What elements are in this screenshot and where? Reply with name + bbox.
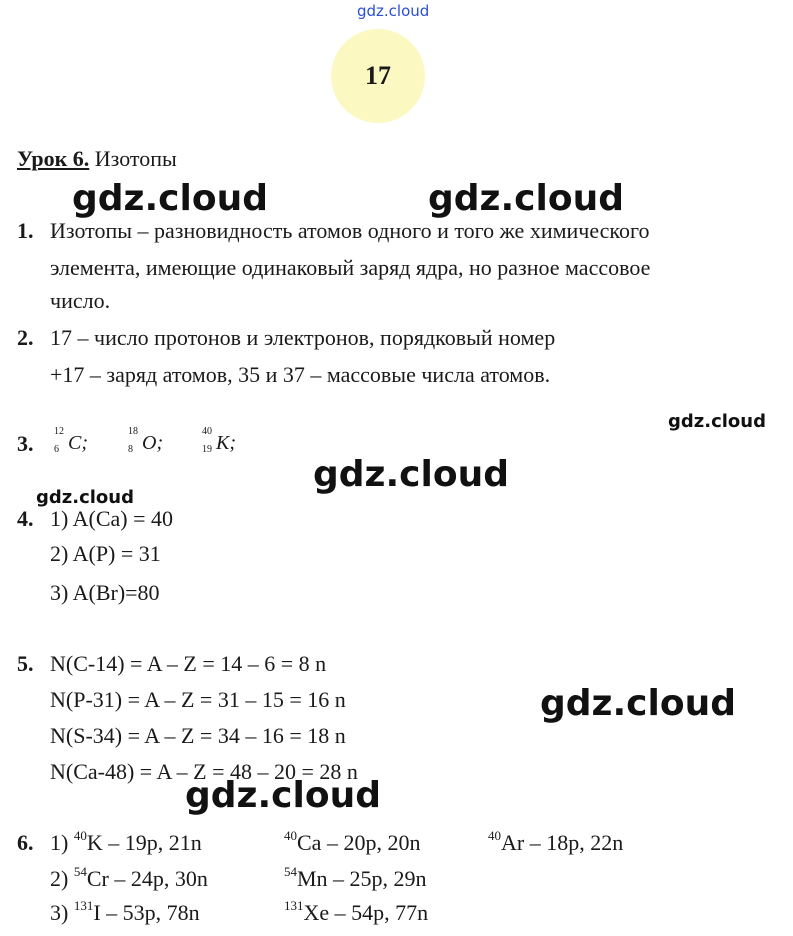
answer-4-line-3: 3) A(Br)=80 xyxy=(50,580,160,605)
watermark: gdz.cloud xyxy=(72,178,268,219)
item-number-4: 4. xyxy=(17,506,34,531)
watermark: gdz.cloud xyxy=(36,487,134,508)
answer-1-line-2: элемента, имеющие одинаковый заряд ядра, но разное массовое xyxy=(50,255,651,280)
watermark: gdz.cloud xyxy=(185,775,381,816)
page-number: 17 xyxy=(365,61,391,90)
item-number-5: 5. xyxy=(17,651,34,676)
item-number-6: 6. xyxy=(17,830,34,855)
answer-6-row-2b: $^{54}$Mn – 25p, 29n xyxy=(284,864,427,891)
answer-5-line-2: N(P-31) = A – Z = 31 – 15 = 16 n xyxy=(50,687,346,712)
lesson-topic: Изотопы xyxy=(89,146,177,171)
answer-4-line-2: 2) A(P) = 31 xyxy=(50,541,161,566)
answer-5-line-1: N(C-14) = A – Z = 14 – 6 = 8 n xyxy=(50,651,327,676)
answer-1-line-1: Изотопы – разновидность атомов одного и того же химического xyxy=(50,218,650,243)
answer-1-line-3: число. xyxy=(50,288,111,313)
answer-2-line-2: +17 – заряд атомов, 35 и 37 – массовые числа атомов. xyxy=(50,362,551,387)
answer-6-row-3b: $^{131}$Xe – 54p, 77n xyxy=(284,898,429,925)
answer-5-line-3: N(S-34) = A – Z = 34 – 16 = 18 n xyxy=(50,723,346,748)
lesson-heading xyxy=(17,146,177,172)
answer-5-line-4: N(Ca-48) = A – Z = 48 – 20 = 28 n xyxy=(50,759,358,784)
answer-6-row-1b: $^{40}$Ca – 20p, 20n xyxy=(284,828,421,855)
watermark-top: gdz.cloud xyxy=(357,2,430,20)
watermark: gdz.cloud xyxy=(313,454,509,495)
answer-6-row-2a: 2) $^{54}$Cr – 24p, 30n xyxy=(50,864,208,891)
lesson-number: Урок 6. xyxy=(17,146,90,171)
watermark: gdz.cloud xyxy=(668,411,766,432)
item-number-1: 1. xyxy=(17,218,34,243)
answer-6-row-1a: 1) $^{40}$K – 19p, 21n xyxy=(50,828,202,855)
answer-2-line-1: 17 – число протонов и электронов, порядковый номер xyxy=(50,325,556,350)
watermark: gdz.cloud xyxy=(540,683,736,724)
isotope-carbon: 12 6 C; xyxy=(54,426,89,455)
isotope-potassium: 40 19 K; xyxy=(202,426,237,455)
item-number-3: 3. xyxy=(17,431,34,456)
item-number-2: 2. xyxy=(17,325,34,350)
answer-6-row-3a: 3) $^{131}$I – 53p, 78n xyxy=(50,898,200,925)
answer-4-line-1: 1) A(Ca) = 40 xyxy=(50,506,173,531)
answer-6-row-1c: $^{40}$Ar – 18p, 22n xyxy=(488,828,624,855)
isotope-oxygen: 18 8 O; xyxy=(128,426,164,455)
watermark: gdz.cloud xyxy=(428,178,624,219)
